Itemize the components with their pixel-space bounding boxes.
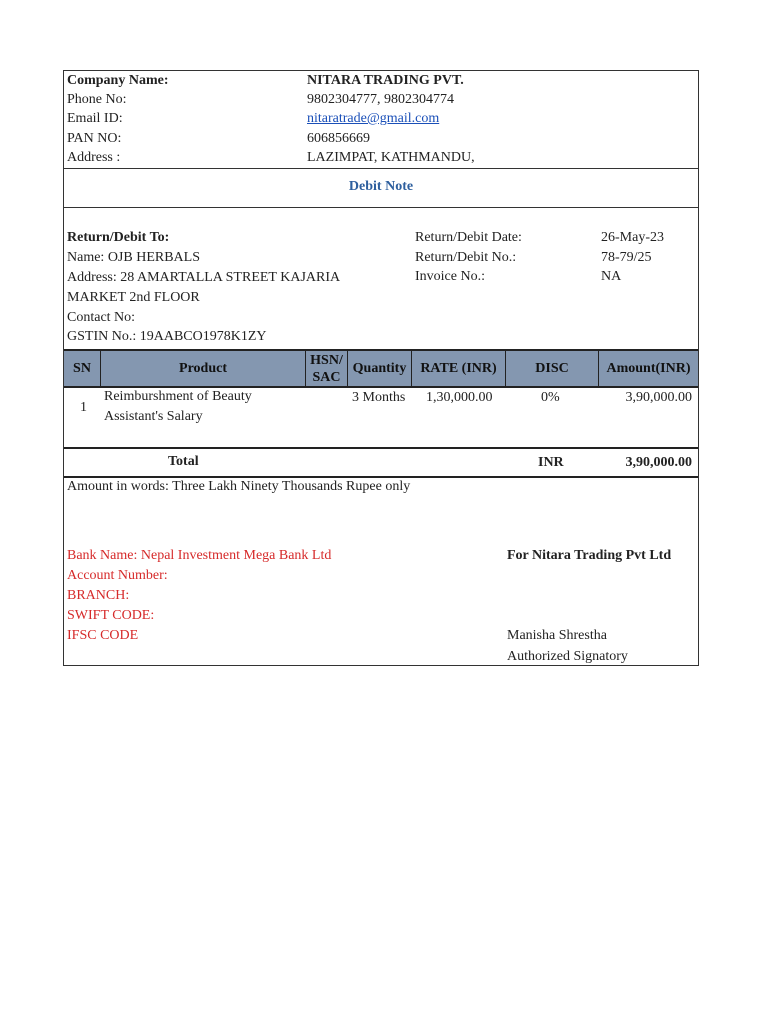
col-header-hsn-line1: HSN/: [310, 352, 343, 368]
phone-label: Phone No:: [67, 92, 127, 107]
col-header-hsn-line2: SAC: [312, 369, 341, 385]
address-label: Address :: [67, 150, 121, 165]
signatory-company: For Nitara Trading Pvt Ltd: [507, 548, 672, 563]
bank-account: Account Number:: [67, 568, 168, 583]
col-header-hsn: [306, 351, 348, 386]
signatory-name: Manisha Shrestha: [507, 628, 607, 643]
company-name-value: NITARA TRADING PVT.: [307, 73, 464, 88]
recipient-name: Name: OJB HERBALS: [67, 250, 200, 265]
email-label: Email ID:: [67, 111, 123, 126]
row-sn: 1: [80, 400, 87, 415]
pan-label: PAN NO:: [67, 131, 122, 146]
row-amount: 3,90,000.00: [625, 390, 692, 405]
col-header-sn: SN: [64, 351, 101, 386]
recipient-address-line2: MARKET 2nd FLOOR: [67, 290, 200, 305]
total-currency: INR: [538, 455, 564, 470]
divider: [64, 447, 698, 449]
email-link[interactable]: nitaratrade@gmail.com: [307, 111, 440, 126]
row-disc: 0%: [541, 390, 560, 405]
row-product-line1: Reimburshment of Beauty: [104, 389, 252, 404]
debit-date-label: Return/Debit Date:: [415, 230, 522, 245]
row-quantity: 3 Months: [352, 390, 406, 405]
address-value: LAZIMPAT, KATHMANDU,: [307, 150, 475, 165]
debit-note-sheet: [63, 70, 699, 666]
bank-ifsc: IFSC CODE: [67, 628, 139, 643]
amount-in-words: Amount in words: Three Lakh Ninety Thousands Rupee only: [67, 479, 411, 494]
phone-value: 9802304777, 9802304774: [307, 92, 454, 107]
bank-name: Bank Name: Nepal Investment Mega Bank Ltd: [67, 548, 332, 563]
pan-value: 606856669: [307, 131, 370, 146]
col-header-rate: RATE (INR): [412, 351, 506, 386]
row-rate: 1,30,000.00: [426, 390, 493, 405]
invoice-number-label: Invoice No.:: [415, 269, 485, 284]
invoice-number-value: NA: [601, 269, 622, 284]
debit-number-label: Return/Debit No.:: [415, 250, 517, 265]
signatory-title: Authorized Signatory: [507, 649, 628, 664]
page-title: Debit Note: [348, 179, 414, 194]
recipient-contact: Contact No:: [67, 310, 136, 325]
recipient-heading: Return/Debit To:: [67, 230, 170, 245]
col-header-product: Product: [101, 351, 306, 386]
table-header: [64, 349, 698, 388]
bank-branch: BRANCH:: [67, 588, 130, 603]
debit-date-value: 26-May-23: [601, 230, 664, 245]
company-name-label: Company Name:: [67, 73, 169, 88]
row-product-line2: Assistant's Salary: [104, 409, 203, 424]
total-amount: 3,90,000.00: [625, 455, 692, 470]
recipient-gstin: GSTIN No.: 19AABCO1978K1ZY: [67, 329, 267, 344]
divider: [64, 207, 698, 208]
col-header-amount: Amount(INR): [606, 361, 691, 376]
bank-swift: SWIFT CODE:: [67, 608, 155, 623]
recipient-address-line1: Address: 28 AMARTALLA STREET KAJARIA: [67, 270, 341, 285]
total-label: Total: [168, 454, 199, 469]
debit-number-value: 78-79/25: [601, 250, 652, 265]
divider: [64, 168, 698, 169]
col-header-disc: DISC: [506, 351, 599, 386]
col-header-quantity: Quantity: [348, 351, 412, 386]
